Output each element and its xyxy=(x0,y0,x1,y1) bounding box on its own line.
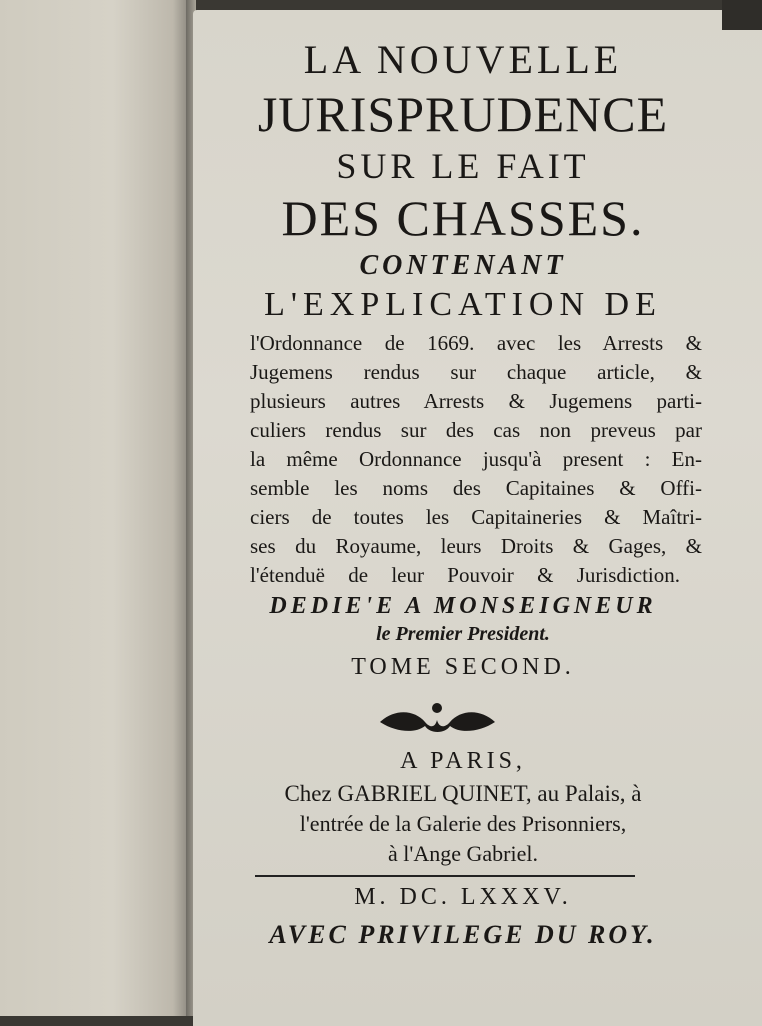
ornament-icon xyxy=(375,700,500,740)
body-line: plusieurs autres Arrests & Jugemens parti- xyxy=(250,389,702,413)
imprint-line: l'entrée de la Galerie des Prisonniers, xyxy=(299,811,627,836)
contenant-line: CONTENANT xyxy=(359,250,567,281)
body-line: ciers de toutes les Capitaineries & Maîtri- xyxy=(250,505,702,529)
imprint-city: A PARIS, xyxy=(400,748,526,774)
body-line: culiers rendus sur des cas non preveus par xyxy=(250,418,702,442)
background-corner xyxy=(722,0,762,30)
imprint-year: M. DC. LXXXV. xyxy=(354,884,572,910)
body-line: Jugemens rendus sur chaque article, & xyxy=(250,360,702,384)
body-line: l'étenduë de leur Pouvoir & Jurisdiction. xyxy=(250,563,680,587)
volume-line: TOME SECOND. xyxy=(351,654,575,680)
body-line: la même Ordonnance jusqu'à present : En- xyxy=(250,447,702,471)
divider-rule xyxy=(255,875,635,877)
explication-line: L'EXPLICATION DE xyxy=(264,286,662,323)
title-line-4: DES CHASSES. xyxy=(281,190,645,246)
body-line: semble les noms des Capitaines & Offi- xyxy=(250,476,702,500)
body-line: l'Ordonnance de 1669. avec les Arrests & xyxy=(250,331,702,355)
dedicatee-line: le Premier President. xyxy=(376,623,550,645)
imprint-line: à l'Ange Gabriel. xyxy=(388,841,538,866)
title-line-1: LA NOUVELLE xyxy=(303,37,623,82)
privilege-line: AVEC PRIVILEGE DU ROY. xyxy=(269,920,657,949)
title-line-3: SUR LE FAIT xyxy=(336,146,590,186)
imprint-line: Chez GABRIEL QUINET, au Palais, à xyxy=(284,781,642,806)
title-line-2: JURISPRUDENCE xyxy=(257,86,669,142)
left-page xyxy=(0,0,188,1016)
dedication-line: DEDIE'E A MONSEIGNEUR xyxy=(269,593,657,619)
body-line: ses du Royaume, leurs Droits & Gages, & xyxy=(250,534,702,558)
